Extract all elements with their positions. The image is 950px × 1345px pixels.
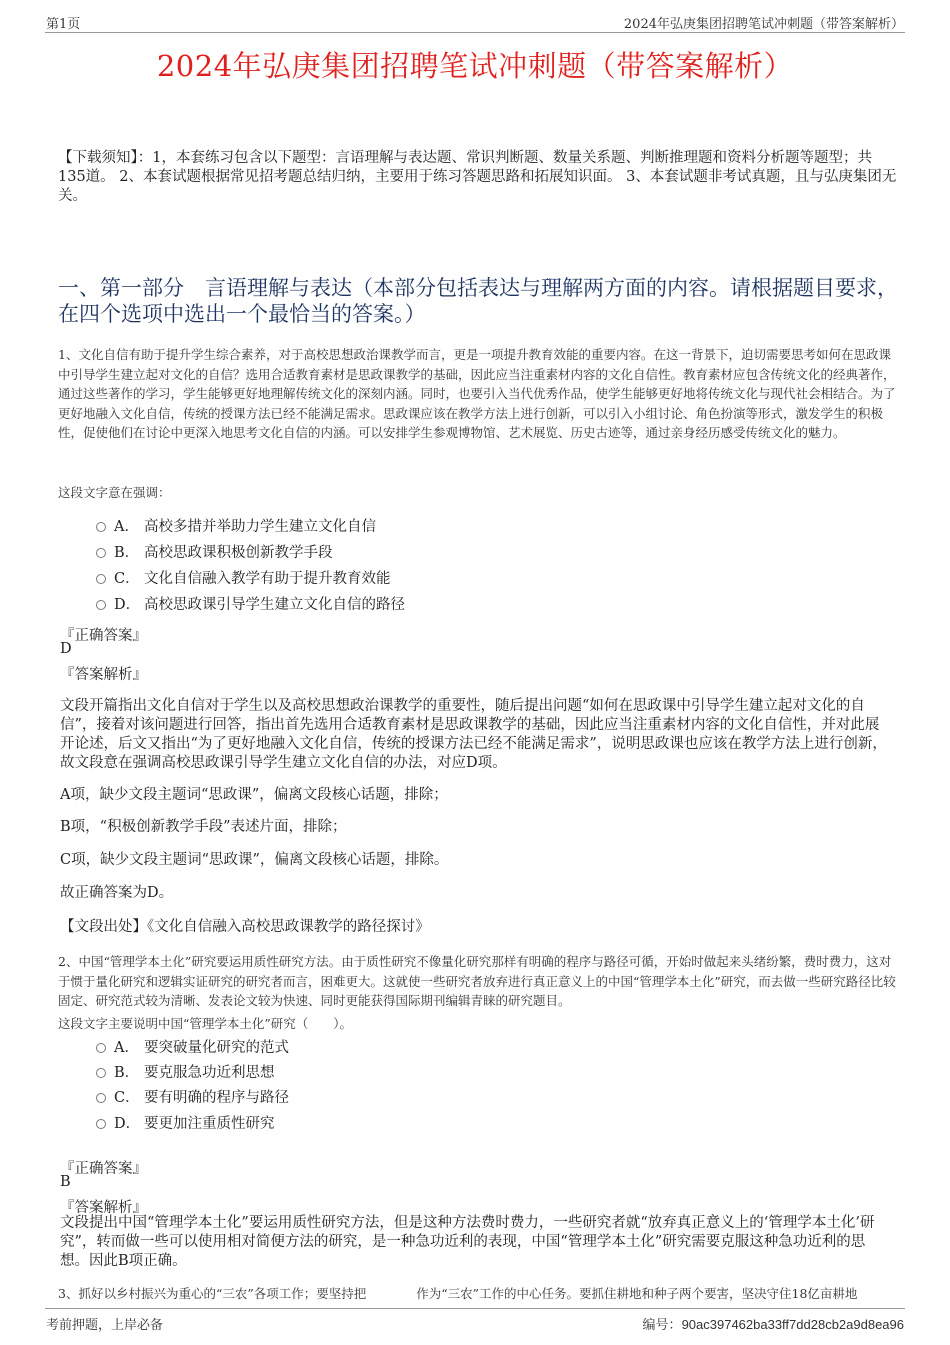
q2-option-d[interactable]: D． 要更加注重质性研究 — [96, 1112, 275, 1132]
header-divider — [45, 32, 905, 33]
section-heading: 一、第一部分 言语理解与表达（本部分包括表达与理解两方面的内容。请根据题目要求，在四个选项中选出一个最恰当的答案。） — [58, 276, 898, 326]
radio-icon[interactable] — [96, 522, 106, 532]
radio-icon[interactable] — [96, 1093, 106, 1103]
q1-option-d[interactable]: D． 高校思政课引导学生建立文化自信的路径 — [96, 593, 405, 613]
q1-option-a[interactable]: A． 高校多措并举助力学生建立文化自信 — [96, 515, 376, 535]
q1-answer-label: 『正确答案』 — [60, 628, 147, 644]
q1-conclusion: 故正确答案为D。 — [60, 885, 174, 901]
q2-prompt: 这段文字主要说明中国“管理学本土化”研究（ ）。 — [58, 1016, 353, 1031]
q1-analysis-label: 『答案解析』 — [60, 667, 147, 683]
footer-code-label: 编号： — [642, 1318, 682, 1333]
footer-code — [643, 1314, 904, 1333]
q2-answer-label: 『正确答案』 — [60, 1161, 147, 1177]
q2-option-b[interactable]: B． 要克服急功近利思想 — [96, 1061, 275, 1081]
download-notice: 【下载须知】：1，本套练习包含以下题型：言语理解与表达题、常识判断题、数量关系题、判断推理题和资料分析题等题型；共135道。 2、本套试题根据常见招考题总结归纳，主要用于练习答题思路和拓展知识面。 3、本套试题非考试真题，且与弘庚集团无关。 — [58, 150, 897, 204]
q1-note-a: A项，缺少文段主题词“思政课”，偏离文段核心话题，排除； — [60, 787, 448, 803]
radio-icon[interactable] — [96, 1068, 106, 1078]
q1-note-b: B项，“积极创新教学手段”表述片面，排除； — [60, 819, 347, 835]
q1-option-b[interactable]: B． 高校思政课积极创新教学手段 — [96, 541, 333, 561]
q2-analysis: 文段提出中国“管理学本土化”要运用质性研究方法，但是这种方法费时费力，一些研究者就“放弃真正意义上的‘管理学本土化’研究”，转而做一些可以使用相对简便方法的研究，是一种急功近利的表现，中国“管理学本土化”研究需要克服这种急功近利的思想。因此B项正确。 — [60, 1215, 875, 1269]
radio-icon[interactable] — [96, 548, 106, 558]
q2-answer: B — [60, 1174, 71, 1190]
q1-answer: D — [60, 641, 72, 657]
q1-stem: 1、文化自信有助于提升学生综合素养，对于高校思想政治课教学而言，更是一项提升教育效能的重要内容。在这一背景下，迫切需要思考如何在思政课中引导学生建立起对文化的自信？选用合适教育素材是思政课教学的基础，因此应当注重素材内容的文化自信性。教育素材应包含传统文化的经典著作，通过这些著作的学习，学生能够更好地理解传统文化的深刻内涵。同时，也要引入当代优秀作品，使学生能够更好地将传统文化与现代社会相结合。为了更好地融入文化自信，传统的授课方法已经不能满足需求。思政课应该在教学方法上进行创新，可以引入小组讨论、角色扮演等形式，激发学生的积极性，促使他们在讨论中更深入地思考文化自信的内涵。可以安排学生参观博物馆、艺术展览、历史古迹等，通过亲身经历感受传统文化的魅力。 — [58, 347, 896, 440]
radio-icon[interactable] — [96, 600, 106, 610]
footer-divider — [45, 1308, 905, 1309]
page-title: 2024年弘庚集团招聘笔试冲刺题（带答案解析） — [156, 49, 794, 83]
q1-prompt: 这段文字意在强调： — [58, 485, 171, 500]
page-number: 第1页 — [46, 17, 81, 32]
radio-icon[interactable] — [96, 1043, 106, 1053]
q2-option-c[interactable]: C． 要有明确的程序与路径 — [96, 1086, 289, 1106]
radio-icon[interactable] — [96, 1119, 106, 1129]
q1-option-c[interactable]: C． 文化自信融入教学有助于提升教育效能 — [96, 567, 391, 587]
q2-stem: 2、中国“管理学本土化”研究要运用质性研究方法。由于质性研究不像量化研究那样有明确的程序与路径可循，开始时做起来头绪纷繁，费时费力，这对于惯于量化研究和逻辑实证研究的研究者而言，困难更大。这就使一些研究者放弃进行真正意义上的中国“管理学本土化”研究，而去做一些研究路径比较固定、研究范式较为清晰、发表论文较为快速、同时更能获得国际期刊编辑青睐的研究题目。 — [58, 954, 896, 1008]
q2-analysis-label: 『答案解析』 — [60, 1200, 147, 1216]
q3-stem: 3、抓好以乡村振兴为重心的“三农”各项工作；要坚持把 作为“三农”工作的中心任务。要抓住耕地和种子两个要害，坚决守住18亿亩耕地 — [58, 1286, 858, 1301]
q2-option-a[interactable]: A． 要突破量化研究的范式 — [96, 1036, 289, 1056]
footer-slogan: 考前押题，上岸必备 — [46, 1318, 164, 1333]
footer-code-value: 90ac397462ba33ff7dd28cb2a9d8ea96 — [681, 1317, 904, 1332]
q1-analysis: 文段开篇指出文化自信对于学生以及高校思想政治课教学的重要性，随后提出问题“如何在思政课中引导学生建立起对文化的自信”，接着对该问题进行回答，指出首先选用合适教育素材是思政课教学的基础，因此应当注重素材内容的文化自信性，并对此展开论述，后文又指出“为了更好地融入文化自信，传统的授课方法已经不能满足需求”，说明思政课也应该在教学方法上进行创新，故文段意在强调高校思政课引导学生建立文化自信的办法，对应D项。 — [60, 698, 887, 771]
q1-note-c: C项，缺少文段主题词“思政课”，偏离文段核心话题，排除。 — [60, 852, 449, 868]
q1-source: 【文段出处】《文化自信融入高校思政课教学的路径探讨》 — [60, 919, 430, 935]
radio-icon[interactable] — [96, 574, 106, 584]
header-doc-title: 2024年弘庚集团招聘笔试冲刺题（带答案解析） — [623, 17, 904, 32]
